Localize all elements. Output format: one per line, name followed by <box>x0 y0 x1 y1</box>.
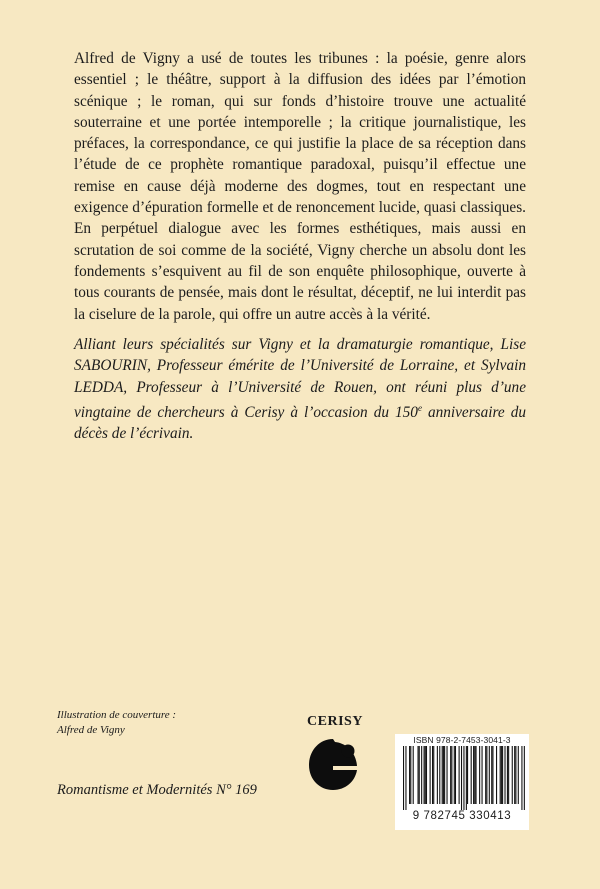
barcode-block <box>395 734 529 830</box>
authors-paragraph <box>74 334 526 445</box>
authors-text-end: anniversaire du décès de l’écrivain. <box>74 403 527 443</box>
illustration-credit-subject: Alfred de Vigny <box>57 723 125 736</box>
illustration-credit-label: Illustration de couverture : <box>57 709 177 721</box>
isbn-label: ISBN 978-2-7453-3041-3 <box>413 735 511 745</box>
series-title: Romantisme et Modernités N° 169 <box>57 782 257 798</box>
authors-text: Alliant leurs spécialités sur Vigny et la dramaturgie romantique, Lise SABOURIN, Professeur émérite de l’Université de Lorraine, et Sylvain LEDDA, Professeur à l’Université de Rouen, ont réuni plus d’une vingtaine de chercheurs à Cerisy à l’occasion du 150 <box>74 336 526 421</box>
ean-digits: 9 782745 330413 <box>412 810 512 822</box>
barcode-icon <box>403 746 525 810</box>
publisher-name: CERISY <box>307 714 363 729</box>
cerisy-logo-icon <box>305 733 361 793</box>
illustration-credit <box>57 708 257 737</box>
authors-superscript: e <box>417 402 422 413</box>
description-paragraph: Alfred de Vigny a usé de toutes les tribunes : la poésie, genre alors essentiel ; le théâtre, support à la diffusion des idées par l’émotion scénique ; le roman, qui sur fonds d’histoire trouve une actualité souterraine et une portée intemporelle ; la critique journalistique, les préfaces, la correspondance, ce qui justifie la place de sa réception dans l’étude de ce prophète romantique paradoxal, puisqu’il effectue une remise en cause déjà moderne des dogmes, tout en respectant une exigence d’épuration formelle et de renoncement lucide, quasi classiques. En perpétuel dialogue avec les formes esthétiques, mais aussi en scrutation de soi comme de la société, Vigny cherche un absolu dont les fondements s’esquivent au fil de son enquête philosophique, ouverte à tous courants de pensée, mais dont le résultat, déceptif, ne lui interdit pas la ciselure de la parole, qui offre un autre accès à la vérité. <box>74 50 526 323</box>
